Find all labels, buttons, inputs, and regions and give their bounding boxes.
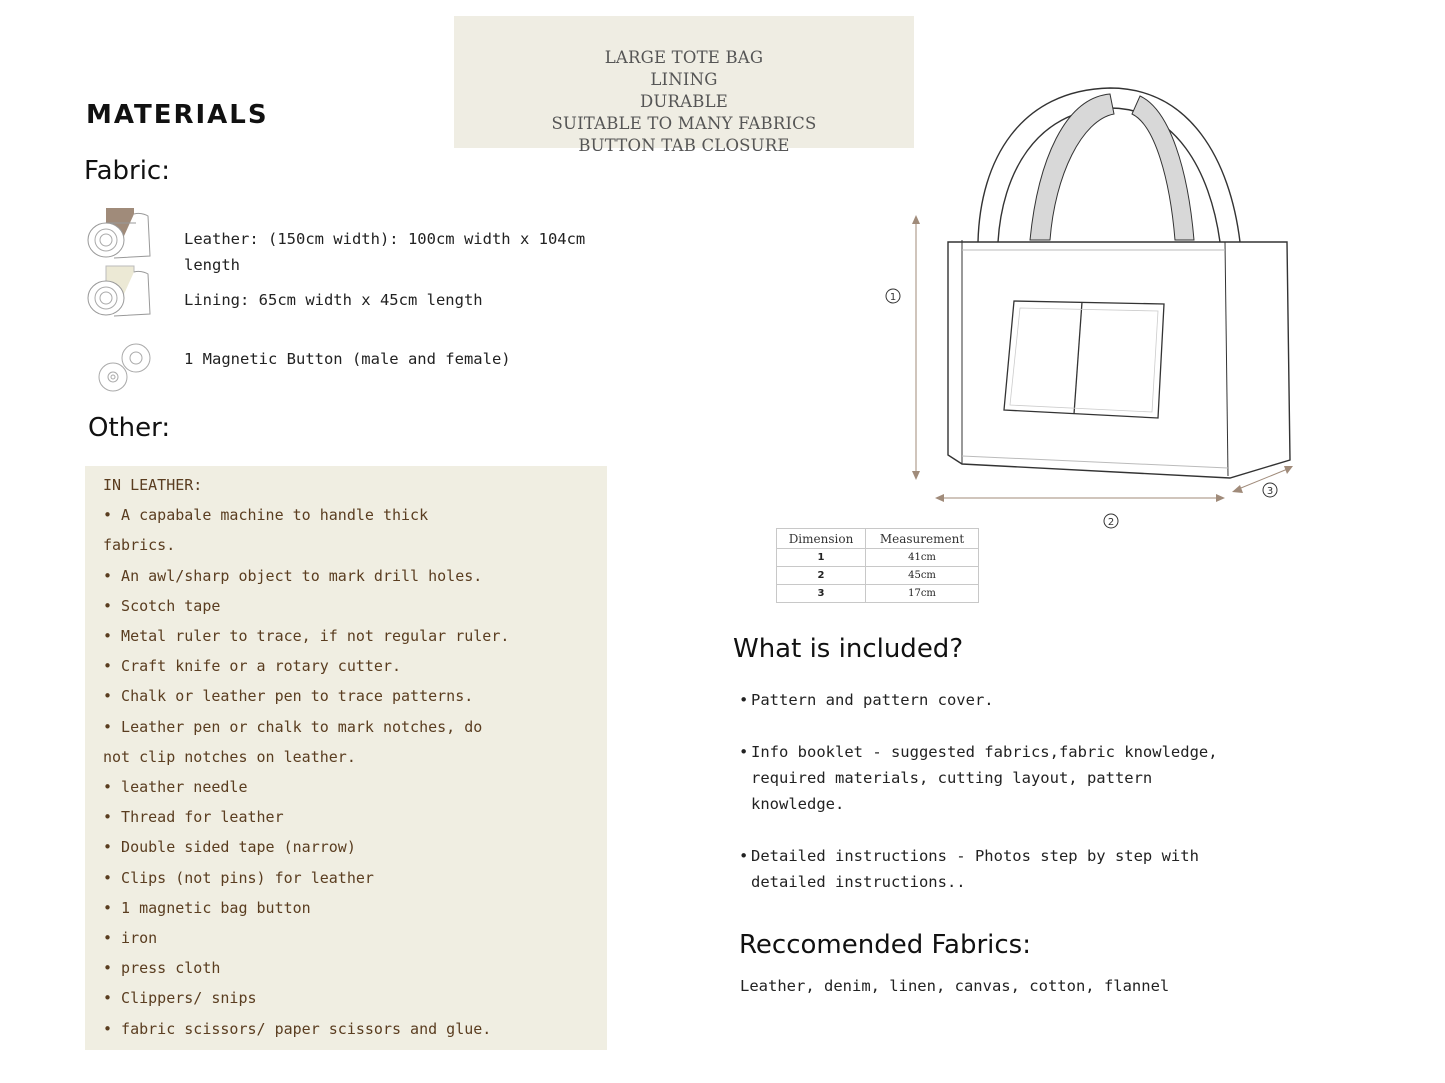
recommended-fabrics: Leather, denim, linen, canvas, cotton, flannel (740, 977, 1170, 995)
table-cell: 2 (777, 567, 866, 585)
supply-line: not clip notches on leather. (103, 747, 356, 766)
supply-line: • fabric scissors/ paper scissors and glue. (103, 1019, 492, 1038)
supply-line: • Thread for leather (103, 808, 284, 827)
dimension-marker (1263, 483, 1277, 497)
other-supplies-box (85, 466, 607, 1050)
included-text: Detailed instructions - Photos step by step with (751, 847, 1199, 865)
recommended-heading: Reccomended Fabrics: (739, 930, 1031, 960)
included-text: required materials, cutting layout, pattern (751, 769, 1153, 787)
included-item (739, 687, 1339, 713)
supply-line: • press cloth (103, 959, 221, 978)
supply-line: • Clippers/ snips (103, 989, 257, 1008)
included-item (739, 843, 1339, 895)
magnetic-button-icon (96, 340, 156, 396)
feature-box (454, 16, 914, 155)
table-header: Dimension (777, 529, 866, 549)
marker-label: 2 (1107, 517, 1115, 528)
dimension-marker (886, 289, 900, 303)
supply-line: • leather needle (103, 778, 248, 797)
bullet: • (739, 847, 749, 865)
supply-line: • Scotch tape (103, 596, 221, 615)
feature-line: LARGE TOTE BAG (604, 48, 764, 67)
table-header: Measurement (866, 529, 979, 549)
table-cell: 3 (777, 585, 866, 603)
supply-line: • Leather pen or chalk to mark notches, do (103, 717, 483, 736)
marker-label: 1 (889, 292, 897, 303)
supply-line: fabrics. (103, 536, 176, 555)
leather-requirement: Leather: (150cm width): 100cm width x 104cm (184, 230, 586, 248)
included-heading: What is included? (733, 634, 964, 664)
table-row (777, 549, 979, 567)
leather-requirement-cont: length (184, 256, 240, 274)
marker-label: 3 (1266, 486, 1274, 497)
dimension-marker (1104, 514, 1118, 528)
fabric-heading: Fabric: (84, 156, 170, 186)
lining-requirement: Lining: 65cm width x 45cm length (184, 291, 483, 309)
materials-title: MATERIALS (86, 100, 269, 130)
table-cell: 17cm (866, 585, 979, 603)
supply-line: • iron (103, 929, 158, 948)
tote-bag-diagram (870, 80, 1310, 530)
feature-line: BUTTON TAB CLOSURE (578, 136, 790, 155)
supply-line: • Chalk or leather pen to trace patterns. (103, 687, 474, 706)
included-text: knowledge. (751, 795, 845, 813)
included-text: Pattern and pattern cover. (751, 691, 994, 709)
feature-line: LINING (650, 70, 718, 89)
table-cell: 45cm (866, 567, 979, 585)
bullet: • (739, 743, 749, 761)
supply-line: • An awl/sharp object to mark drill holes. (103, 566, 483, 585)
included-text: Info booklet - suggested fabrics,fabric knowledge, (751, 743, 1218, 761)
lining-roll-icon (84, 264, 168, 324)
supply-line: • Clips (not pins) for leather (103, 868, 374, 887)
supply-line: IN LEATHER: (103, 476, 203, 494)
table-header-row (777, 529, 979, 549)
table-cell: 1 (777, 549, 866, 567)
table-cell: 41cm (866, 549, 979, 567)
dimensions-table (776, 528, 979, 603)
feature-line: SUITABLE TO MANY FABRICS (551, 114, 817, 133)
supply-line: • 1 magnetic bag button (103, 898, 311, 917)
supply-line: • A capabale machine to handle thick (103, 506, 429, 525)
included-text: detailed instructions.. (751, 873, 966, 891)
supply-line: • Craft knife or a rotary cutter. (103, 657, 402, 676)
leather-roll-icon (84, 204, 168, 264)
other-heading: Other: (88, 413, 171, 443)
supply-line: • Metal ruler to trace, if not regular ruler. (103, 627, 510, 646)
supply-line: • Double sided tape (narrow) (103, 838, 356, 857)
included-item (739, 739, 1339, 817)
table-row (777, 567, 979, 585)
bullet: • (739, 691, 749, 709)
table-row (777, 585, 979, 603)
button-requirement: 1 Magnetic Button (male and female) (184, 350, 511, 368)
feature-line: DURABLE (639, 92, 728, 111)
